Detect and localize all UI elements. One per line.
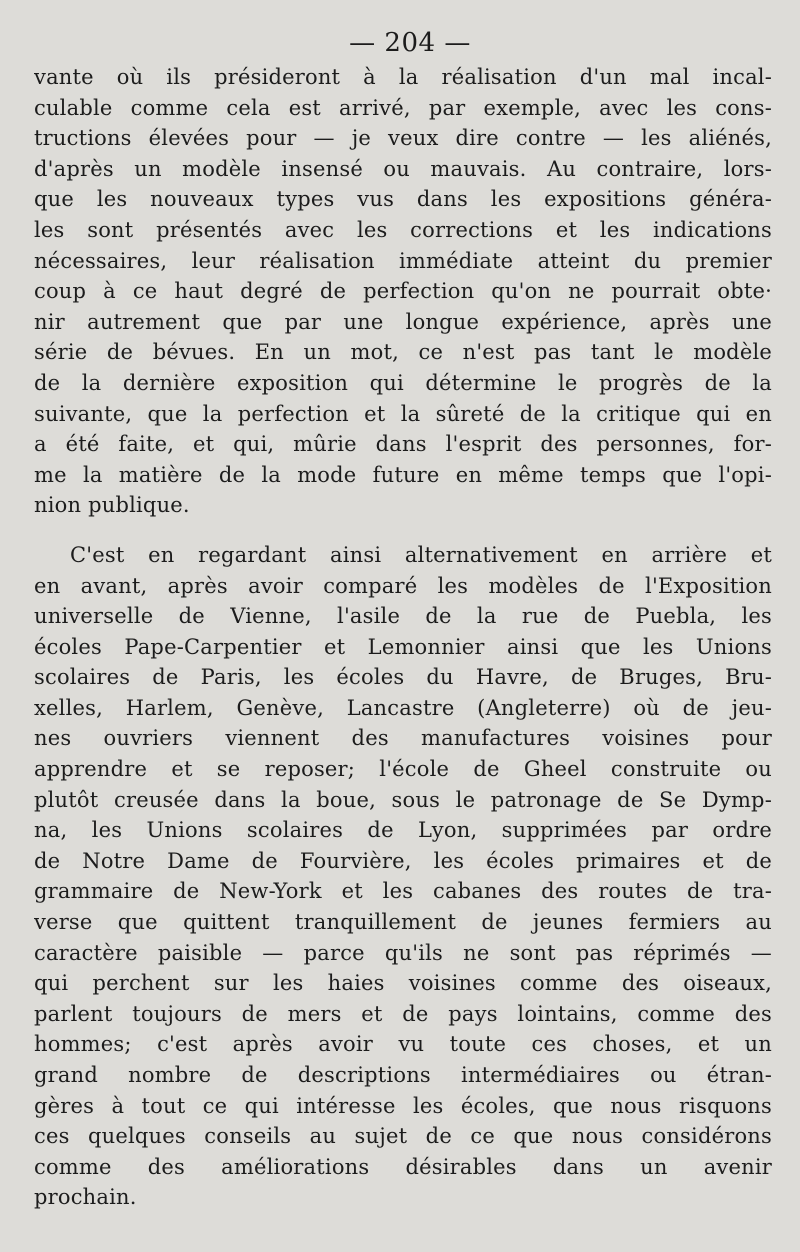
text-line: que les nouveaux types vus dans les expositions généra-	[34, 187, 772, 212]
text-line: nes ouvriers viennent des manufactures voisines pour	[34, 726, 772, 751]
paragraph-1	[34, 62, 772, 521]
text-line: me la matière de la mode future en même temps que l'opi-	[34, 462, 772, 487]
text-line: en avant, après avoir comparé les modèles de l'Exposition	[34, 573, 772, 598]
text-line: nir autrement que par une longue expérience, après une	[34, 309, 772, 334]
text-line: de la dernière exposition qui détermine le progrès de la	[34, 370, 772, 395]
text-line: culable comme cela est arrivé, par exemple, avec les cons-	[34, 95, 772, 120]
text-line: na, les Unions scolaires de Lyon, supprimées par ordre	[34, 818, 772, 843]
text-line: a été faite, et qui, mûrie dans l'esprit des personnes, for-	[34, 432, 772, 457]
text-line: tructions élevées pour — je veux dire contre — les aliénés,	[34, 126, 772, 151]
text-line: C'est en regardant ainsi alternativement en arrière et	[70, 542, 772, 567]
text-line: de Notre Dame de Fourvière, les écoles primaires et de	[34, 848, 772, 873]
text-line: verse que quittent tranquillement de jeunes fermiers au	[34, 910, 772, 935]
text-line: scolaires de Paris, les écoles du Havre, de Bruges, Bru-	[34, 665, 772, 690]
text-line: les sont présentés avec les corrections et les indications	[34, 217, 772, 242]
text-line: plutôt creusée dans la boue, sous le patronage de Se Dymp-	[34, 787, 772, 812]
text-line: grand nombre de descriptions intermédiaires ou étran-	[34, 1063, 772, 1087]
text-line: grammaire de New-York et les cabanes des routes de tra-	[34, 879, 772, 904]
text-line: suivante, que la perfection et la sûreté de la critique qui en	[34, 401, 772, 426]
text-line: universelle de Vienne, l'asile de la rue de Puebla, les	[34, 604, 772, 629]
text-line: parlent toujours de mers et de pays lointains, comme des	[34, 1001, 772, 1026]
text-line: apprendre et se reposer; l'école de Gheel construite ou	[34, 757, 772, 782]
text-line: d'après un modèle insensé ou mauvais. Au contraire, lors-	[34, 156, 772, 181]
text-line: hommes; c'est après avoir vu toute ces choses, et un	[34, 1032, 772, 1057]
text-line: caractère paisible — parce qu'ils ne sont pas réprimés —	[34, 940, 772, 965]
text-line: xelles, Harlem, Genève, Lancastre (Angleterre) où de jeu-	[34, 695, 772, 720]
text-line: série de bévues. En un mot, ce n'est pas tant le modèle	[34, 340, 772, 365]
text-line: prochain.	[34, 1185, 137, 1210]
paragraph-2	[34, 540, 772, 1213]
text-line: vante où ils présideront à la réalisation d'un mal incal-	[34, 65, 772, 89]
text-line: écoles Pape-Carpentier et Lemonnier ainsi que les Unions	[34, 634, 772, 659]
text-line: ces quelques conseils au sujet de ce que nous considérons	[34, 1124, 772, 1149]
text-line: nécessaires, leur réalisation immédiate atteint du premier	[34, 248, 772, 273]
text-line: comme des améliorations désirables dans un avenir	[34, 1154, 772, 1179]
text-line: coup à ce haut degré de perfection qu'on ne pourrait obte·	[34, 279, 772, 304]
page-number: — 204 —	[349, 28, 471, 58]
text-line: gères à tout ce qui intéresse les écoles, que nous risquons	[34, 1093, 772, 1118]
text-line: qui perchent sur les haies voisines comme des oiseaux,	[34, 971, 772, 996]
text-line: nion publique.	[34, 493, 190, 518]
